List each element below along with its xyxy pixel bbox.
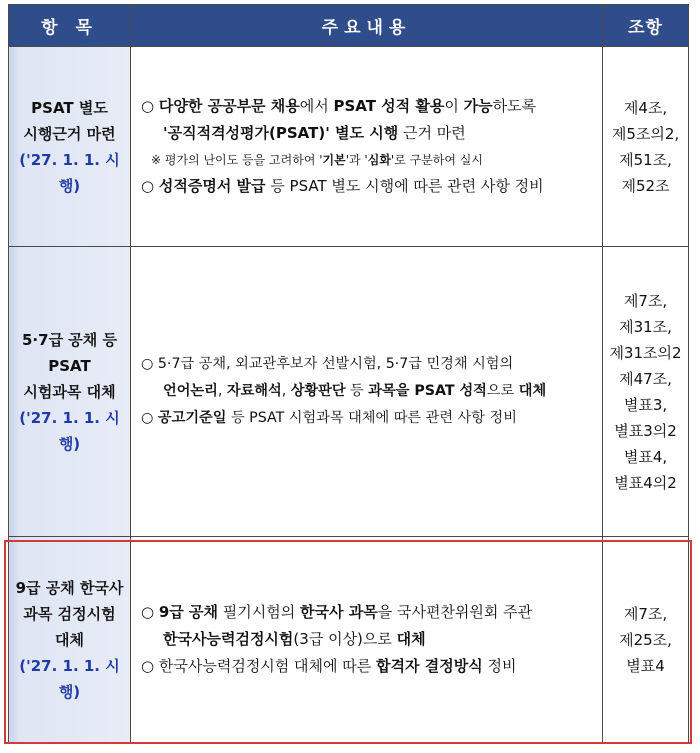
header-content: 주요내용 <box>131 5 603 47</box>
item-cell <box>9 537 131 743</box>
article-ref: 제5조의2, <box>611 124 680 143</box>
article-ref: 별표4, <box>623 447 668 466</box>
item-title-line: PSAT <box>48 356 91 375</box>
content-line: 한국사능력검정시험(3급 이상)으로 대체 <box>163 630 426 648</box>
article-ref: 제31조의2 <box>609 343 682 362</box>
table-header-row <box>9 5 689 47</box>
article-ref: 제51조, <box>619 150 672 169</box>
table-row <box>9 47 689 247</box>
content-line: ○ 5·7급 공채, 외교관후보자 선발시험, 5·7급 민경채 시험의 <box>141 356 514 372</box>
item-title-line: 9급 공채 한국사 <box>15 578 124 597</box>
bullet-circle-icon: ○ <box>141 603 155 621</box>
header-article: 조항 <box>603 5 689 47</box>
bullet-circle-icon: ○ <box>141 177 155 195</box>
bullet-circle-icon: ○ <box>141 356 154 372</box>
content-line: ○ 한국사능력검정시험 대체에 따른 합격자 결정방식 정비 <box>141 657 517 675</box>
bullet-circle-icon: ○ <box>141 657 155 675</box>
article-ref: 제4조, <box>623 98 668 117</box>
content-cell <box>131 47 603 247</box>
item-title-line: 시행근거 마련 <box>23 124 116 143</box>
content-cell <box>131 537 603 743</box>
article-ref: 별표3, <box>623 395 668 414</box>
item-title-line: 과목 검정시험 <box>23 604 116 623</box>
item-cell <box>9 47 131 247</box>
article-ref: 제7조, <box>623 604 668 623</box>
article-cell <box>603 247 689 537</box>
content-line: '공직적격성평가(PSAT)' 별도 시행 근거 마련 <box>163 124 466 142</box>
effective-date: ('27. 1. 1. 시행) <box>19 150 120 195</box>
article-cell <box>603 47 689 247</box>
regulation-table-document <box>8 4 688 746</box>
effective-date: ('27. 1. 1. 시행) <box>19 408 120 453</box>
content-line: 언어논리, 자료해석, 상황판단 등 과목을 PSAT 성적으로 대체 <box>163 383 547 399</box>
bullet-circle-icon: ○ <box>141 97 155 115</box>
item-title-line: 시험과목 대체 <box>23 382 116 401</box>
item-cell <box>9 247 131 537</box>
article-ref: 별표4 <box>626 656 665 675</box>
content-cell <box>131 247 603 537</box>
header-item: 항 목 <box>9 5 131 47</box>
content-note: ※ 평가의 난이도 등을 고려하여 '기본'과 '심화'로 구분하여 실시 <box>151 153 483 167</box>
article-ref: 별표3의2 <box>614 421 677 440</box>
item-title-line: 대체 <box>55 630 84 649</box>
content-line: ○ 성적증명서 발급 등 PSAT 별도 시행에 따른 관련 사항 정비 <box>141 177 544 195</box>
table-row <box>9 247 689 537</box>
item-title-line: 5·7급 공채 등 <box>22 330 117 349</box>
content-line: ○ 다양한 공공부문 채용에서 PSAT 성적 활용이 가능하도록 <box>141 97 537 115</box>
content-line: ○ 9급 공채 필기시험의 한국사 과목을 국사편찬위원회 주관 <box>141 603 533 621</box>
article-ref: 제52조 <box>621 176 670 195</box>
article-ref: 제31조, <box>619 317 672 336</box>
regulation-table <box>8 4 689 743</box>
article-ref: 제25조, <box>619 630 672 649</box>
content-line: ○ 공고기준일 등 PSAT 시험과목 대체에 따른 관련 사항 정비 <box>141 410 517 426</box>
item-title-line: PSAT 별도 <box>31 98 108 117</box>
article-ref: 제7조, <box>623 291 668 310</box>
effective-date: ('27. 1. 1. 시행) <box>19 656 120 701</box>
table-row <box>9 537 689 743</box>
article-ref: 별표4의2 <box>614 473 677 492</box>
article-cell <box>603 537 689 743</box>
article-ref: 제47조, <box>619 369 672 388</box>
bullet-circle-icon: ○ <box>141 410 154 426</box>
